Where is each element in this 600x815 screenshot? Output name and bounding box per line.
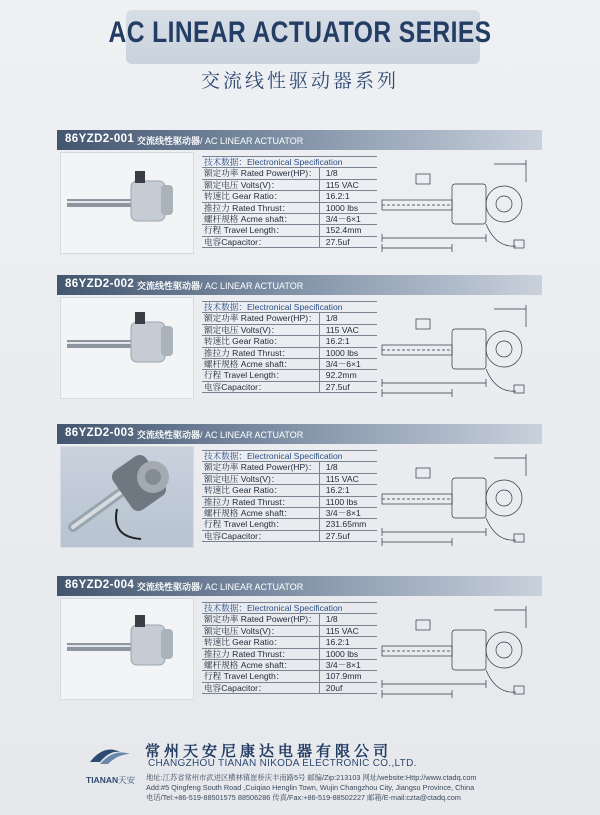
product-name: 交流线性驱动器/ AC LINEAR ACTUATOR: [137, 281, 304, 291]
spec-row: [202, 485, 377, 496]
spec-value: 92.2mm: [319, 370, 377, 381]
company-name-en: CHANGZHOU TIANAN NIKODA ELECTRONIC CO.,LTD.: [148, 758, 417, 769]
spec-label: 推拉力 Rated Thrust：: [202, 347, 319, 358]
spec-header-label: 技术数据：Electronical Specification: [202, 157, 377, 168]
spec-value: 16.2:1: [319, 485, 377, 496]
spec-label: 推拉力 Rated Thrust：: [202, 496, 319, 507]
product-header-band: [57, 424, 542, 444]
spec-row: [202, 347, 377, 358]
spec-value: 3/4－6×1: [319, 359, 377, 370]
spec-value: 20uf: [319, 682, 377, 693]
spec-label: 螺杆规格 Acme shaft：: [202, 214, 319, 225]
spec-value: 115 VAC: [319, 179, 377, 190]
spec-row: [202, 214, 377, 225]
product-photo: [60, 446, 194, 548]
company-name-cn: 常州天安尼康达电器有限公司: [145, 743, 393, 760]
product-code: 86YZD2-001: [65, 133, 135, 145]
product-code: 86YZD2-004: [65, 579, 135, 591]
spec-row: [202, 191, 377, 202]
spec-row: [202, 462, 377, 473]
spec-row: [202, 381, 377, 392]
spec-label: 行程 Travel Length：: [202, 671, 319, 682]
spec-label: 额定电压 Volts(V)：: [202, 625, 319, 636]
spec-row: [202, 637, 377, 648]
spec-label: 转速比 Gear Ratio：: [202, 336, 319, 347]
spec-value: 1/8: [319, 313, 377, 324]
technical-drawing: [376, 604, 536, 704]
spec-row: [202, 168, 377, 179]
spec-value: 3/4－6×1: [319, 214, 377, 225]
spec-row: [202, 313, 377, 324]
spec-table: [202, 301, 377, 393]
spec-value: 27.5uf: [319, 530, 377, 541]
spec-row: [202, 496, 377, 507]
spec-label: 转速比 Gear Ratio：: [202, 191, 319, 202]
spec-row: [202, 236, 377, 247]
spec-label: 转速比 Gear Ratio：: [202, 485, 319, 496]
address-en: Add:#5 Qingfeng South Road ,Cuiqiao Henglin Town, Wujin Changzhou City, Jiangsu Province, China: [146, 783, 475, 792]
spec-row: [202, 519, 377, 530]
spec-row: [202, 682, 377, 693]
product-name: 交流线性驱动器/ AC LINEAR ACTUATOR: [137, 136, 304, 146]
product-photo: [60, 152, 194, 254]
spec-table: [202, 602, 377, 694]
spec-value: 115 VAC: [319, 625, 377, 636]
spec-value: 27.5uf: [319, 236, 377, 247]
logo-wordmark: TIANAN天安: [86, 775, 136, 785]
spec-table-header: [202, 302, 377, 313]
spec-value: 1000 lbs: [319, 648, 377, 659]
spec-row: [202, 508, 377, 519]
spec-row: [202, 202, 377, 213]
spec-label: 额定电压 Volts(V)：: [202, 324, 319, 335]
spec-label: 电容Capacitor：: [202, 236, 319, 247]
spec-label: 额定功率 Rated Power(HP)：: [202, 614, 319, 625]
contact-info: 电话/Tel:+86-519-88501575 88506286 传真/Fax:+86-519-88502227 邮箱/E-mail:czta@ctadq.com: [146, 793, 461, 802]
spec-header-label: 技术数据：Electronical Specification: [202, 302, 377, 313]
spec-row: [202, 530, 377, 541]
spec-value: 1000 lbs: [319, 202, 377, 213]
spec-row: [202, 614, 377, 625]
spec-label: 电容Capacitor：: [202, 682, 319, 693]
spec-value: 231.65mm: [319, 519, 377, 530]
spec-label: 行程 Travel Length：: [202, 225, 319, 236]
spec-row: [202, 671, 377, 682]
product-photo: [60, 598, 194, 700]
spec-row: [202, 625, 377, 636]
spec-table-header: [202, 451, 377, 462]
spec-value: 16.2:1: [319, 637, 377, 648]
spec-header-label: 技术数据：Electronical Specification: [202, 603, 377, 614]
spec-value: 3/4－8×1: [319, 660, 377, 671]
spec-value: 16.2:1: [319, 336, 377, 347]
spec-row: [202, 359, 377, 370]
spec-label: 行程 Travel Length：: [202, 519, 319, 530]
spec-label: 电容Capacitor：: [202, 530, 319, 541]
spec-label: 额定功率 Rated Power(HP)：: [202, 168, 319, 179]
spec-row: [202, 225, 377, 236]
spec-label: 螺杆规格 Acme shaft：: [202, 660, 319, 671]
spec-row: [202, 648, 377, 659]
spec-value: 16.2:1: [319, 191, 377, 202]
spec-value: 1/8: [319, 168, 377, 179]
technical-drawing: [376, 452, 536, 552]
spec-label: 螺杆规格 Acme shaft：: [202, 508, 319, 519]
spec-table: [202, 156, 377, 248]
spec-value: 1000 lbs: [319, 347, 377, 358]
technical-drawing: [376, 158, 536, 258]
spec-label: 推拉力 Rated Thrust：: [202, 648, 319, 659]
spec-row: [202, 660, 377, 671]
product-code: 86YZD2-003: [65, 427, 135, 439]
spec-row: [202, 179, 377, 190]
spec-label: 行程 Travel Length：: [202, 370, 319, 381]
spec-row: [202, 370, 377, 381]
spec-label: 额定功率 Rated Power(HP)：: [202, 462, 319, 473]
company-logo: [86, 742, 134, 768]
spec-value: 3/4－8×1: [319, 508, 377, 519]
product-code: 86YZD2-002: [65, 278, 135, 290]
spec-value: 1/8: [319, 462, 377, 473]
page-subtitle-cn: 交流线性驱动器系列: [200, 70, 399, 92]
product-header-band: [57, 130, 542, 150]
spec-table-header: [202, 603, 377, 614]
address-cn: 地址:江苏省常州市武进区横林镇崔桥庆丰南路5号 邮编/Zip:213103 网址/website:Http://www.ctadq.com: [146, 773, 477, 782]
spec-label: 转速比 Gear Ratio：: [202, 637, 319, 648]
spec-value: 1/8: [319, 614, 377, 625]
spec-value: 152.4mm: [319, 225, 377, 236]
spec-table-header: [202, 157, 377, 168]
spec-row: [202, 336, 377, 347]
product-name: 交流线性驱动器/ AC LINEAR ACTUATOR: [137, 582, 304, 592]
spec-value: 115 VAC: [319, 324, 377, 335]
technical-drawing: [376, 303, 536, 403]
spec-value: 1100 lbs: [319, 496, 377, 507]
spec-row: [202, 473, 377, 484]
spec-row: [202, 324, 377, 335]
spec-label: 螺杆规格 Acme shaft：: [202, 359, 319, 370]
spec-label: 额定电压 Volts(V)：: [202, 179, 319, 190]
spec-label: 额定功率 Rated Power(HP)：: [202, 313, 319, 324]
page-title: AC LINEAR ACTUATOR SERIES: [108, 16, 492, 49]
product-header-band: [57, 275, 542, 295]
product-name: 交流线性驱动器/ AC LINEAR ACTUATOR: [137, 430, 304, 440]
product-photo: [60, 297, 194, 399]
spec-label: 电容Capacitor：: [202, 381, 319, 392]
spec-table: [202, 450, 377, 542]
product-header-band: [57, 576, 542, 596]
spec-label: 推拉力 Rated Thrust：: [202, 202, 319, 213]
spec-value: 27.5uf: [319, 381, 377, 392]
spec-value: 115 VAC: [319, 473, 377, 484]
spec-label: 额定电压 Volts(V)：: [202, 473, 319, 484]
spec-value: 107.9mm: [319, 671, 377, 682]
spec-header-label: 技术数据：Electronical Specification: [202, 451, 377, 462]
